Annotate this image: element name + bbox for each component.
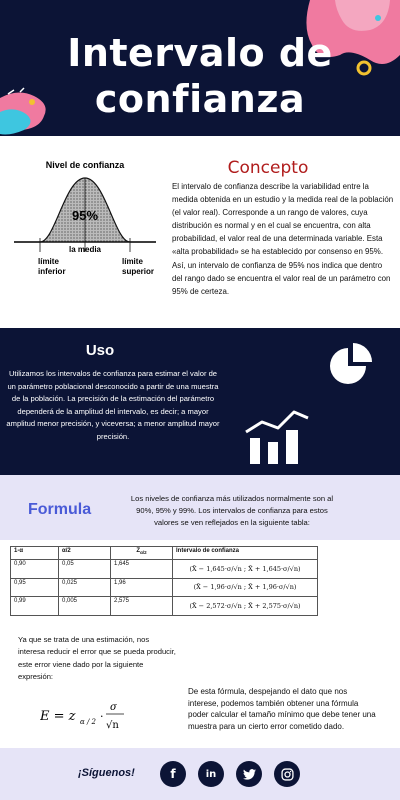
table-row xyxy=(11,560,318,579)
formula-section xyxy=(0,475,400,540)
table-cell: 0,99 xyxy=(11,597,59,616)
bell-lower-label-1: límite xyxy=(38,257,59,266)
k-value: 2,572 xyxy=(206,602,225,611)
k-value: 1,645 xyxy=(262,564,281,573)
table-header-cell xyxy=(111,547,173,560)
error-explanation-text: De esta fórmula, despejando el dato que nos interese, podemos también obtener una fórmula poder calcular el tamaño mínimo que debe tener una muestra para un cierto error cometido dado. xyxy=(188,687,376,731)
table-header-row xyxy=(11,547,318,560)
k-value: 1,96 xyxy=(262,583,277,592)
facebook-icon[interactable]: f xyxy=(160,761,186,787)
z-symbol: Z xyxy=(136,548,141,554)
uso-section xyxy=(0,328,400,475)
bar-chart-icon xyxy=(244,406,312,464)
table-cell: 0,005 xyxy=(59,597,111,616)
page-title-line2: confianza xyxy=(94,77,306,121)
concepto-section xyxy=(0,136,400,328)
bell-title: Nivel de confianza xyxy=(45,160,125,170)
svg-text:α / 2: α / 2 xyxy=(80,718,96,726)
svg-text:√n: √n xyxy=(106,720,119,731)
table-cell: 2,575 xyxy=(111,597,173,616)
interval-formula-cell: (X̄ − 2,572·σ/√n ; X̄ + 2,575·σ/√n) xyxy=(173,597,318,616)
formula-text: Los niveles de confianza más utilizados normalmente son al 90%, 95% y 99%. Los intervalos de confianza para estos valores se ven reflejados en la siguiente tabla: xyxy=(130,494,334,528)
table-cell: 1,645 xyxy=(111,560,173,579)
k-value: 1,645 xyxy=(206,564,225,573)
svg-text:σ: σ xyxy=(110,702,117,713)
instagram-icon[interactable] xyxy=(274,761,300,787)
table-row xyxy=(11,597,318,616)
uso-text: Utilizamos los intervalos de confianza para estimar el valor de un parámetro poblacional desconocido a partir de una muestra de la población. La precisión de la estimación del parámetro dependerá de la amplitud del intervalo, es decir; a mayor amplitud menor precisión, y viceversa; a menor amplitud mayor precisión. xyxy=(6,369,220,441)
follow-us-label: ¡Síguenos! xyxy=(78,767,135,779)
normal-distribution-diagram xyxy=(10,156,160,286)
interval-formula-cell: (X̄ − 1,645·σ/√n ; X̄ + 1,645·σ/√n) xyxy=(173,560,318,579)
svg-text:·: · xyxy=(100,710,104,723)
table-header-cell: Intervalo de confianza xyxy=(173,547,318,560)
svg-text:E = z: E = z xyxy=(40,709,76,724)
bell-center-label: 95% xyxy=(71,208,99,223)
linkedin-icon[interactable]: in xyxy=(198,761,224,787)
k-value: 2,575 xyxy=(262,602,281,611)
error-formula xyxy=(40,696,140,736)
pie-chart-icon xyxy=(326,340,376,390)
error-section xyxy=(0,622,400,748)
table-cell: 0,05 xyxy=(59,560,111,579)
concepto-title: Concepto xyxy=(227,158,309,178)
bell-mean-label: la media xyxy=(68,245,102,254)
z-subscript: α/2 xyxy=(140,550,147,556)
bell-upper-label-1: límite xyxy=(122,257,143,266)
table-header-cell: α/2 xyxy=(59,547,111,560)
table-cell: 0,90 xyxy=(11,560,59,579)
table-cell: 0,95 xyxy=(11,578,59,597)
confidence-table xyxy=(10,546,318,616)
footer xyxy=(0,748,400,800)
bell-upper-label-2: superior xyxy=(122,267,155,276)
header-banner xyxy=(0,0,400,136)
concepto-text: El intervalo de confianza describe la variabilidad entre la medida obtenida en un estudio y la medida real de la población (el valor real). Corresponde a un rango de valores, cuya distribución es normal y en el cual se encuentra, con alta probabilidad, el valor real de una determinada variable. Esta «alta probabilidad» se ha establecido por consenso en 95%. Así, un intervalo de confianza de 95% nos indica que dentro del rango dado se encuentra el valor real de un parámetro con 95% de certeza. xyxy=(172,182,394,296)
k-value: 1,96 xyxy=(210,583,225,592)
table-cell: 1,96 xyxy=(111,578,173,597)
confidence-table-section xyxy=(0,540,400,622)
bell-lower-label-2: inferior xyxy=(38,267,66,276)
twitter-icon[interactable] xyxy=(236,761,262,787)
page-title-line1: Intervalo de xyxy=(67,31,333,75)
formula-title: Formula xyxy=(28,501,92,518)
table-header-cell: 1-α xyxy=(11,547,59,560)
interval-formula-cell: (X̄ − 1,96·σ/√n ; X̄ + 1,96·σ/√n) xyxy=(173,578,318,597)
table-cell: 0,025 xyxy=(59,578,111,597)
uso-title: Uso xyxy=(85,342,115,359)
error-intro-text: Ya que se trata de una estimación, nos interesa reducir el error que se pueda producir, este error viene dado por la siguiente expresión: xyxy=(18,635,176,682)
page-title xyxy=(0,30,400,122)
table-row xyxy=(11,578,318,597)
